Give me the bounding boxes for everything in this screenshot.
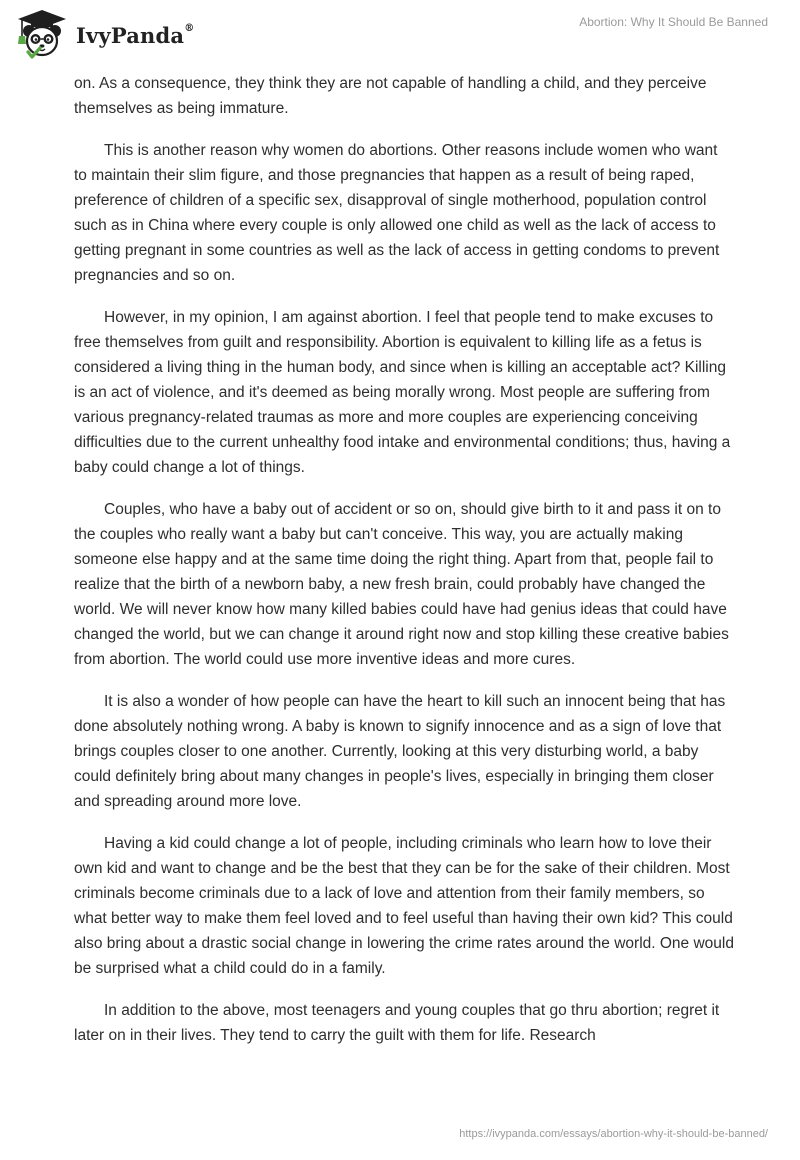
paragraph-couples: Couples, who have a baby out of accident or so on, should give birth to it and pass it on to the couples who really want a baby but can't conceive. This way, you are actually making someone else happy and at the same time doing the right thing. Apart from that, people fail to realize that the birth of a newborn baby, a new fresh brain, could probably have changed the world. We will never know how many killed babies could have had genius ideas that could have changed the world, but we can change it around right now and stop killing these creative babies from abortion. The world could use more inventive ideas and more cures. [74, 501, 729, 668]
registered-mark: ® [184, 22, 195, 34]
essay-body [74, 71, 734, 1065]
panda-graduate-logo-icon [14, 6, 70, 62]
brand-name [76, 23, 194, 48]
paragraph-regret: In addition to the above, most teenagers and young couples that go thru abortion; regret it later on in their lives. They tend to carry the guilt with them for life. Research [74, 1002, 720, 1044]
paragraph-innocence: It is also a wonder of how people can have the heart to kill such an innocent being that has done absolutely nothing wrong. A baby is known to signify innocence and as a sign of love that brings couples closer to one another. Currently, looking at this very disturbing world, a baby could definitely bring about many changes in people's lives, especially in bringing them closer and spreading around more love. [74, 693, 726, 810]
paragraph-opinion: However, in my opinion, I am against abortion. I feel that people tend to make excuses to free themselves from guilt and responsibility. Abortion is equivalent to killing life as a fetus is considered a living thing in the human body, and since when is killing an acceptable act? Killing is an act of violence, and it's deemed as being morally wrong. Most people are suffering from various pregnancy-related traumas as more and more couples are experiencing conceiving difficulties due to the current unhealthy food intake and environmental conditions; thus, having a baby could change a lot of things. [74, 309, 731, 476]
page-header [0, 0, 800, 70]
brand-logo[interactable] [14, 6, 194, 62]
paragraph-reasons: This is another reason why women do abortions. Other reasons include women who want to maintain their slim figure, and those pregnancies that happen as a result of being raped, preference of children of a specific sex, disapproval of single motherhood, population control such as in China where every couple is only allowed one child as well as the lack of access to getting pregnant in some countries as well as the lack of access in getting condoms to prevent pregnancies and so on. [74, 142, 720, 284]
paragraph-criminals: Having a kid could change a lot of people, including criminals who learn how to love their own kid and want to change and be the best that they can be for the sake of their children. Most criminals become criminals due to a lack of love and attention from their family members, so what better way to make them feel loved and to feel useful than having their own kid? This could also bring about a drastic social change in lowering the crime rates around the world. One would be surprised what a child could do in a family. [74, 835, 734, 977]
document-title: Abortion: Why It Should Be Banned [579, 15, 768, 29]
brand-name-text: IvyPanda [76, 22, 185, 48]
source-url[interactable]: https://ivypanda.com/essays/abortion-why-it-should-be-banned/ [459, 1128, 768, 1140]
paragraph-continuation: on. As a consequence, they think they are not capable of handling a child, and they perceive themselves as being immature. [74, 75, 707, 117]
